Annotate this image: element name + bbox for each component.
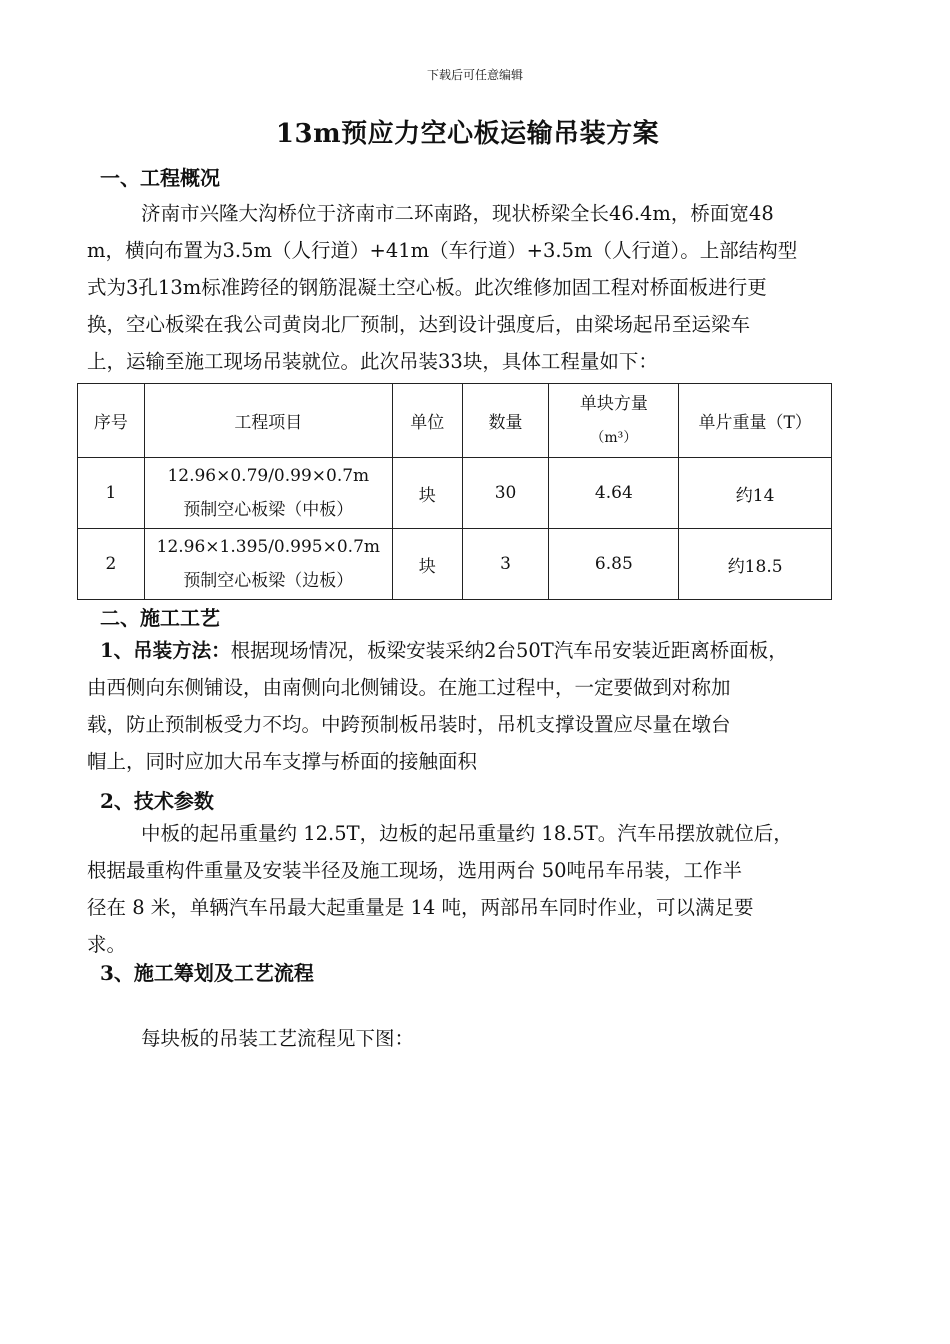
cell-no: 1: [78, 458, 145, 529]
header-volume-line2: （m³）: [590, 429, 638, 446]
subheading-planning-flow: 3、施工筹划及工艺流程: [100, 961, 314, 985]
tech-params-line: 根据最重构件重量及安装半径及施工现场，选用两台 50吨吊车吊装，工作半: [87, 859, 743, 882]
cell-volume: 6.85: [549, 529, 679, 600]
document-title: 13m预应力空心板运输吊装方案: [275, 119, 660, 149]
header-item: 工程项目: [144, 384, 392, 458]
cell-item: [144, 529, 392, 600]
cell-unit: 块: [392, 458, 462, 529]
cell-item-spec: 12.96×1.395/0.995×0.7m: [156, 537, 380, 557]
tech-params-line: 径在 8 米，单辆汽车吊最大起重量是 14 吨，两部吊车同时作业，可以满足要: [87, 896, 754, 919]
header-unit: 单位: [392, 384, 462, 458]
cell-qty: 30: [462, 458, 549, 529]
overview-line: 上，运输至施工现场吊装就位。此次吊装33块，具体工程量如下：: [87, 350, 658, 373]
lifting-method-line: 帽上，同时应加大吊车支撑与桥面的接触面积: [87, 750, 478, 773]
table-row: [78, 529, 832, 600]
cell-weight: 约18.5: [679, 529, 832, 600]
overview-line: m，横向布置为3.5m（人行道）+41m（车行道）+3.5m（人行道）。上部结构型: [87, 239, 798, 262]
cell-no: 2: [78, 529, 145, 600]
lifting-method-line: 由西侧向东侧铺设，由南侧向北侧铺设。在施工过程中，一定要做到对称加: [87, 676, 731, 699]
table-header-row: [78, 384, 832, 458]
header-no: 序号: [78, 384, 145, 458]
tech-params-line: 中板的起吊重量约 12.5T，边板的起吊重量约 18.5T。汽车吊摆放就位后，: [141, 822, 793, 845]
quantity-table: [77, 383, 832, 600]
section-heading-overview: 一、工程概况: [100, 166, 220, 190]
header-note: 下载后可任意编辑: [426, 68, 523, 82]
tech-params-paragraph: [87, 815, 862, 963]
header-qty: 数量: [462, 384, 549, 458]
lifting-method-paragraph: [100, 632, 865, 669]
cell-weight: 约14: [679, 458, 832, 529]
flow-intro-paragraph: [87, 1020, 862, 1057]
cell-item-name: 预制空心板梁（边板）: [183, 571, 354, 591]
lifting-method-line: 1、吊装方法：根据现场情况，板梁安装采纳2台50T汽车吊安装近距离桥面板，: [100, 639, 788, 662]
table-row: [78, 458, 832, 529]
overview-line: 换，空心板梁在我公司黄岗北厂预制，达到设计强度后，由梁场起吊至运梁车: [87, 313, 751, 336]
cell-item-name: 预制空心板梁（中板）: [183, 500, 354, 520]
overview-paragraph: [87, 195, 862, 380]
cell-qty: 3: [462, 529, 549, 600]
cell-volume: 4.64: [549, 458, 679, 529]
cell-unit: 块: [392, 529, 462, 600]
tech-params-line: 求。: [87, 933, 127, 956]
cell-item-spec: 12.96×0.79/0.99×0.7m: [167, 466, 370, 486]
header-volume-line1: 单块方量: [579, 393, 648, 414]
lifting-method-label: 1、吊装方法：: [100, 639, 231, 662]
cell-item: [144, 458, 392, 529]
overview-line: 式为3孔13m标准跨径的钢筋混凝土空心板。此次维修加固工程对桥面板进行更: [87, 276, 767, 299]
section-heading-process: 二、施工工艺: [100, 606, 220, 630]
flow-intro-line: 每块板的吊装工艺流程见下图：: [141, 1027, 415, 1050]
subheading-tech-params: 2、技术参数: [100, 789, 214, 813]
overview-line: 济南市兴隆大沟桥位于济南市二环南路，现状桥梁全长46.4m，桥面宽48: [141, 202, 774, 225]
lifting-method-line: 载，防止预制板受力不均。中跨预制板吊装时，吊机支撑设置应尽量在墩台: [87, 713, 731, 736]
header-weight: 单片重量（T）: [679, 384, 832, 458]
header-volume: [549, 384, 679, 458]
lifting-method-continuation: [87, 669, 862, 780]
